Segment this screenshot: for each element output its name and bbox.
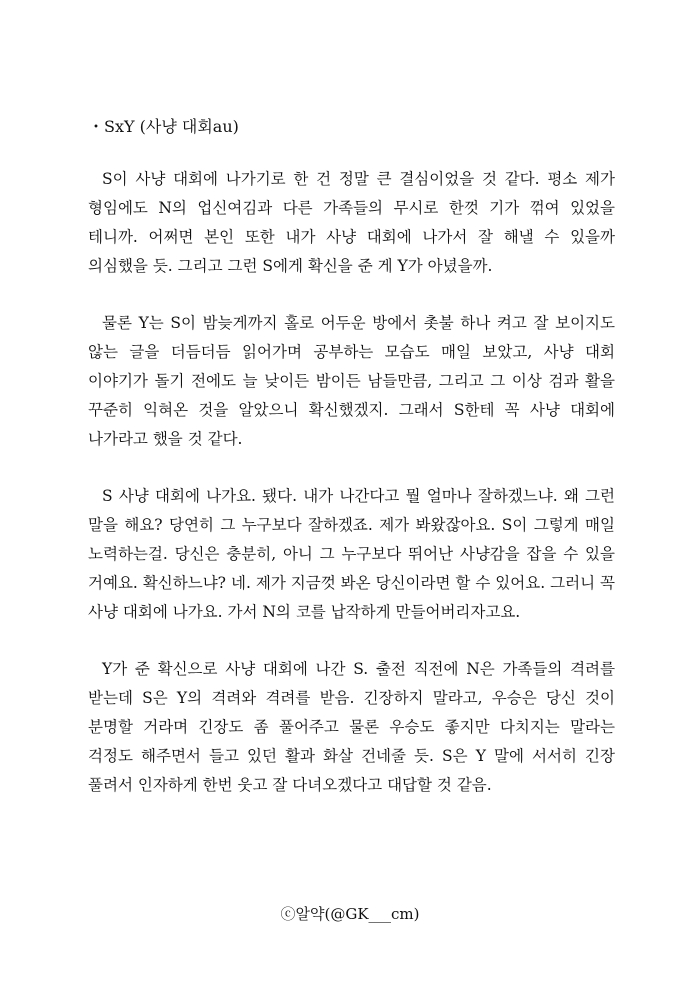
paragraph-1: S이 사냥 대회에 나가기로 한 건 정말 큰 결심이었을 것 같다. 평소 제가 형임에도 N의 업신여김과 다른 가족들의 무시로 한껏 기가 꺾여 있었을 테니까. 어쩌면 본인 또한 내가 사냥 대회에 나가서 잘 해낼 수 있을까 의심했을 듯. 그리고 그런 S에게 확신을 준 게 Y가 아녔을까. xyxy=(88,170,615,275)
paragraph-2: 물론 Y는 S이 밤늦게까지 홀로 어두운 방에서 촛불 하나 켜고 잘 보이지도 않는 글을 더듬더듬 읽어가며 공부하는 모습도 매일 보았고, 사냥 대회 이야기가 돌기 전에도 늘 낮이든 밤이든 남들만큼, 그리고 그 이상 검과 활을 꾸준히 익혀온 것을 알았으니 확신했겠지. 그래서 S한테 꼭 사냥 대회에 나가라고 했을 것 같다. xyxy=(88,314,615,448)
copyright-footer: ⓒ알약(@GK___cm) xyxy=(280,905,420,923)
document-heading: ・SxY (사냥 대회au) xyxy=(88,117,239,136)
document-body xyxy=(88,112,615,828)
paragraph-4: Y가 준 확신으로 사냥 대회에 나간 S. 출전 직전에 N은 가족들의 격려를 받는데 S은 Y의 격려와 격려를 받음. 긴장하지 말라고, 우승은 당신 것이 분명할 거라며 긴장도 좀 풀어주고 물론 우승도 좋지만 다치지는 말라는 걱정도 해주면서 들고 있던 활과 화살 건네줄 듯. S은 Y 말에 서서히 긴장 풀려서 인자하게 한번 웃고 잘 다녀오겠다고 대답할 것 같음. xyxy=(88,660,615,794)
paragraph-3: S 사냥 대회에 나가요. 됐다. 내가 나간다고 뭘 얼마나 잘하겠느냐. 왜 그런 말을 해요? 당연히 그 누구보다 잘하겠죠. 제가 봐왔잖아요. S이 그렇게 매일 노력하는걸. 당신은 충분히, 아니 그 누구보다 뛰어난 사냥감을 잡을 수 있을 거예요. 확신하느냐? 네. 제가 지금껏 봐온 당신이라면 할 수 있어요. 그러니 꼭 사냥 대회에 나가요. 가서 N의 코를 납작하게 만들어버리자고요. xyxy=(88,487,615,621)
